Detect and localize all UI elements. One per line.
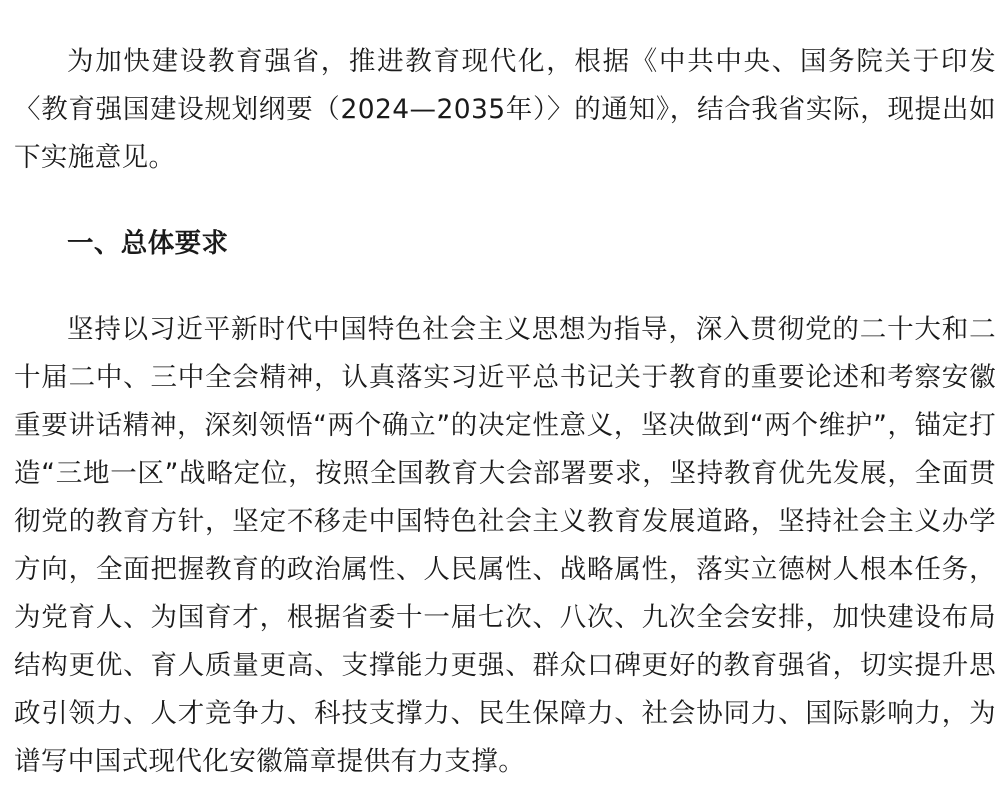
intro-paragraph: 为加快建设教育强省，推进教育现代化，根据《中共中央、国务院关于印发〈教育强国建设规划纲要（2024—2035年）〉的通知》，结合我省实际，现提出如下实施意见。 bbox=[14, 46, 996, 173]
section-paragraph: 坚持以习近平新时代中国特色社会主义思想为指导，深入贯彻党的二十大和二十届二中、三中全会精神，认真落实习近平总书记关于教育的重要论述和考察安徽重要讲话精神，深刻领悟“两个确立”的决定性意义，坚决做到“两个维护”，锚定打造“三地一区”战略定位，按照全国教育大会部署要求，坚持教育优先发展，全面贯彻党的教育方针，坚定不移走中国特色社会主义教育发展道路，坚持社会主义办学方向，全面把握教育的政治属性、人民属性、战略属性，落实立德树人根本任务，为党育人、为国育才，根据省委十一届七次、八次、九次全会安排，加快建设布局结构更优、育人质量更高、支撑能力更强、群众口碑更好的教育强省，切实提升思政引领力、人才竞争力、科技支撑力、民生保障力、社会协同力、国际影响力，为谱写中国式现代化安徽篇章提供有力支撑。 bbox=[14, 314, 996, 777]
document-body bbox=[14, 0, 996, 786]
section-heading: 一、总体要求 bbox=[67, 228, 229, 259]
